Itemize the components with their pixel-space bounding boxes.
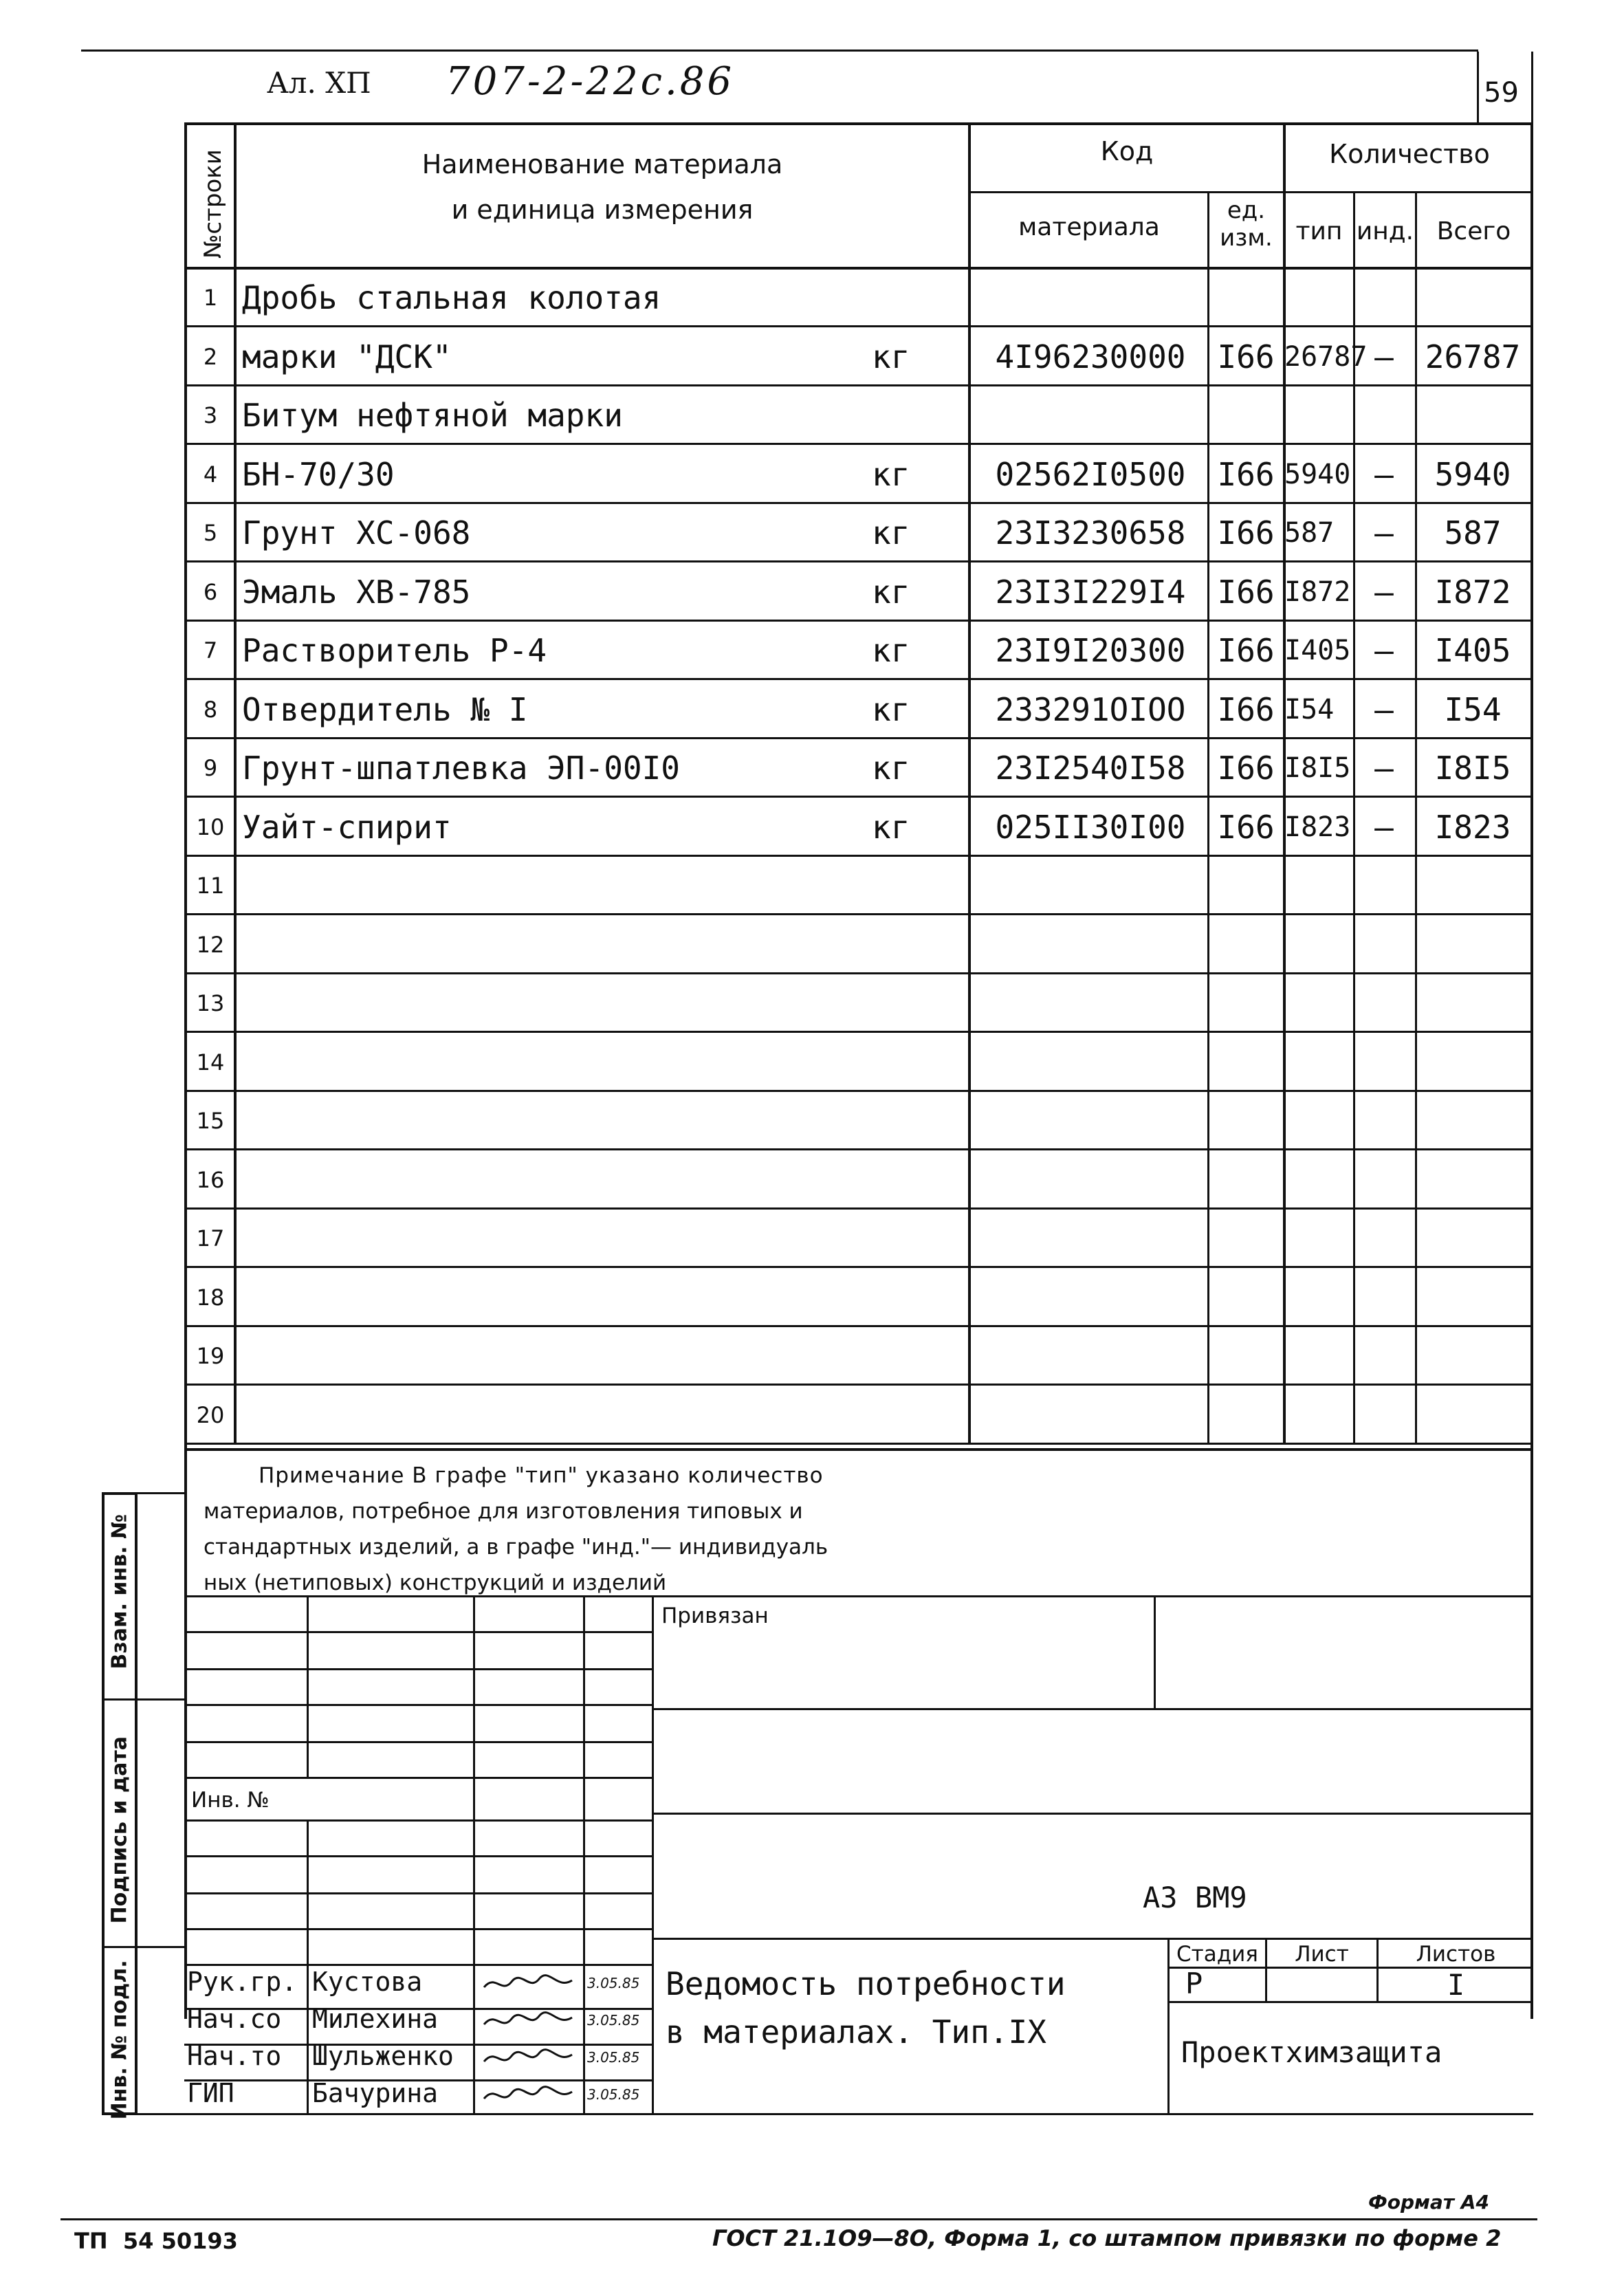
cell-type: [1284, 1386, 1353, 1445]
note-line-2: материалов, потребное для изготовления типовых и: [204, 1499, 803, 1524]
signer-date: 3.05.85: [587, 2049, 640, 2066]
qty-type-header: тип: [1295, 217, 1343, 245]
name-header-line1: Наименование материала: [421, 149, 783, 179]
name-header-line2: и единица измерения: [451, 195, 754, 225]
cell-total: I823: [1434, 808, 1511, 846]
signer-name: Милехина: [312, 2004, 439, 2034]
cell-no: 13: [196, 990, 225, 1016]
table-row: [184, 1091, 1533, 1150]
cell-unit: кг: [872, 338, 910, 375]
cell-type: [1284, 1209, 1353, 1268]
cell-unit-code: I66: [1217, 573, 1275, 611]
cell-code: [975, 1209, 1206, 1268]
cell-total: I872: [1434, 573, 1511, 611]
unit-code-header-l1: ед.: [1227, 197, 1266, 224]
cell-unit-code: [1209, 1209, 1283, 1268]
privyazan-label: Привязан: [661, 1604, 769, 1628]
cell-no: 17: [196, 1225, 225, 1251]
cell-unit-code: I66: [1217, 632, 1275, 669]
cell-type: [1284, 1091, 1353, 1150]
cell-type: I872: [1284, 576, 1351, 608]
document-title-line1: Ведомость потребности: [666, 1965, 1066, 2002]
cell-code: [975, 1326, 1206, 1386]
signer-role: Нач.со: [187, 2004, 282, 2034]
cell-ind: [1353, 1209, 1415, 1268]
cell-ind: [1353, 1150, 1415, 1210]
cell-total: [1415, 1268, 1530, 1327]
signer-name: Шульженко: [312, 2041, 454, 2071]
cell-unit-code: I66: [1217, 514, 1275, 551]
top-border: [81, 50, 1478, 52]
cell-total: 26787: [1425, 338, 1521, 375]
signer-role: Рук.гр.: [187, 1967, 298, 1997]
table-row: [184, 562, 1533, 622]
cell-name: Дробь стальная колотая: [242, 279, 661, 316]
cell-no: 20: [196, 1401, 225, 1428]
cell-no: 6: [203, 578, 218, 605]
cell-unit-code: I66: [1217, 455, 1275, 493]
cell-type: I823: [1284, 811, 1351, 843]
cell-unit: [872, 1091, 961, 1150]
cell-no: 10: [196, 813, 225, 840]
cell-unit-code: [1209, 1150, 1283, 1210]
cell-type: [1284, 856, 1353, 915]
cell-name: [242, 974, 930, 1033]
cell-name: [242, 1033, 930, 1092]
cell-unit-code: [1209, 1091, 1283, 1150]
cell-ind: [1353, 856, 1415, 915]
table-row: [184, 798, 1533, 857]
cell-no: 18: [196, 1284, 225, 1311]
cell-ind: —: [1374, 514, 1394, 551]
table-row: [184, 1326, 1533, 1386]
note-line-4: ных (нетиповых) конструкций и изделий: [204, 1571, 667, 1595]
table-row: [184, 1033, 1533, 1092]
cell-unit: [872, 856, 961, 915]
stage-label: Стадия: [1176, 1942, 1258, 1967]
cell-type: [1284, 1326, 1353, 1386]
cell-total: [1415, 1150, 1530, 1210]
cell-unit: кг: [872, 632, 910, 669]
gost-reference: ГОСТ 21.1О9—8О, Форма 1, со штампом привязки по форме 2: [712, 2225, 1502, 2251]
cell-total: [1415, 386, 1530, 445]
note-line-1: Примечание В графе "тип" указано количество: [259, 1463, 824, 1488]
signature-mark: [481, 1971, 578, 1996]
cell-unit: [872, 1268, 961, 1327]
cell-code: [975, 1386, 1206, 1445]
table-row: [184, 445, 1533, 504]
cell-code: 23I9I20300: [995, 632, 1186, 669]
cell-code: 4I96230000: [995, 338, 1186, 375]
cell-code: 233291OIOO: [995, 690, 1186, 728]
cell-code: [975, 268, 1206, 327]
side-label-podpis: Подпись и дата: [107, 1736, 132, 1924]
cell-type: [1284, 386, 1353, 445]
table-row: [184, 268, 1533, 327]
cell-ind: —: [1374, 808, 1394, 846]
cell-ind: [1353, 1386, 1415, 1445]
cell-type: [1284, 1033, 1353, 1092]
cell-unit-code: I66: [1217, 808, 1275, 846]
cell-unit: кг: [872, 750, 910, 787]
cell-code: [975, 1033, 1206, 1092]
cell-unit: [872, 915, 961, 974]
cell-no: 19: [196, 1343, 225, 1369]
cell-name: [242, 915, 930, 974]
sheets-value: I: [1447, 1968, 1465, 2002]
cell-unit-code: [1209, 915, 1283, 974]
cell-ind: [1353, 915, 1415, 974]
cell-type: I405: [1284, 635, 1351, 666]
cell-unit: кг: [872, 455, 910, 493]
table-row: [184, 386, 1533, 445]
cell-ind: [1353, 1033, 1415, 1092]
table-row: [184, 1209, 1533, 1268]
table-row: [184, 621, 1533, 680]
cell-type: 26787: [1284, 340, 1368, 373]
signer-date: 3.05.85: [587, 2086, 640, 2103]
cell-ind: —: [1374, 632, 1394, 669]
document-title: [666, 1960, 1066, 2056]
cell-ind: [1353, 1091, 1415, 1150]
cell-type: [1284, 268, 1353, 327]
cell-unit-code: [1209, 856, 1283, 915]
cell-total: I8I5: [1434, 750, 1511, 787]
table-row: [184, 1150, 1533, 1210]
cell-no: 9: [203, 755, 218, 781]
table-row: [184, 503, 1533, 562]
cell-name: Эмаль ХВ-785: [242, 573, 471, 611]
cell-total: [1415, 974, 1530, 1033]
cell-unit: [872, 1209, 961, 1268]
cell-code: [975, 1150, 1206, 1210]
row-number-header: №строки: [199, 149, 227, 259]
side-label-vzam: Взам. инв. №: [107, 1513, 132, 1670]
table-body: [184, 268, 1533, 1451]
cell-total: [1415, 1386, 1530, 1445]
cell-name: Отвердитель № I: [242, 690, 528, 728]
cell-ind: [1353, 974, 1415, 1033]
cell-unit-code: [1209, 1386, 1283, 1445]
qty-total-header: Всего: [1436, 217, 1511, 245]
signer-role: ГИП: [187, 2078, 234, 2108]
cell-type: [1284, 1150, 1353, 1210]
tp-code: ТП 54 50193: [74, 2228, 238, 2254]
qty-ind-header: инд.: [1356, 217, 1414, 245]
cell-type: 587: [1284, 517, 1335, 549]
cell-unit-code: [1209, 386, 1283, 445]
cell-total: [1415, 1209, 1530, 1268]
cell-no: 3: [203, 402, 218, 428]
table-row: [184, 1386, 1533, 1445]
cell-unit: [872, 1150, 961, 1210]
cell-ind: [1353, 268, 1415, 327]
cell-type: [1284, 1268, 1353, 1327]
unit-code-header: [1209, 197, 1283, 252]
cell-code: 025II30I00: [995, 808, 1186, 846]
cell-total: [1415, 915, 1530, 974]
signer-role: Нач.то: [187, 2041, 282, 2071]
cell-name: [242, 1386, 930, 1445]
cell-no: 14: [196, 1049, 225, 1075]
unit-code-header-l2: изм.: [1220, 224, 1273, 252]
cell-ind: [1353, 1326, 1415, 1386]
table-row: [184, 1268, 1533, 1327]
note-line-3: стандартных изделий, а в графе "инд."— индивидуаль: [204, 1535, 829, 1560]
cell-name: Битум нефтяной марки: [242, 397, 623, 434]
signature-mark: [481, 2082, 578, 2107]
quantity-header: Количество: [1329, 139, 1490, 169]
stage-value: Р: [1185, 1967, 1203, 2000]
cell-unit: кг: [872, 690, 910, 728]
cell-name: Грунт-шпатлевка ЭП-00I0: [242, 750, 680, 787]
cell-total: I405: [1434, 632, 1511, 669]
cell-code: [975, 856, 1206, 915]
cell-type: I8I5: [1284, 752, 1351, 784]
cell-code: 23I2540I58: [995, 750, 1186, 787]
cell-unit-code: I66: [1217, 338, 1275, 375]
cell-code: 23I3I229I4: [995, 573, 1186, 611]
cell-name: [242, 856, 930, 915]
cell-code: 02562I0500: [995, 455, 1186, 493]
code-material-header: материала: [1018, 213, 1160, 241]
cell-unit: [872, 1033, 961, 1092]
cell-unit-code: [1209, 1268, 1283, 1327]
album-label: Ал. XП: [267, 66, 371, 100]
cell-unit-code: [1209, 268, 1283, 327]
cell-unit-code: I66: [1217, 690, 1275, 728]
cell-no: 7: [203, 637, 218, 664]
cell-unit-code: [1209, 1033, 1283, 1092]
format-label: Формат А4: [1368, 2191, 1489, 2213]
organization: Проектхимзащита: [1181, 2035, 1442, 2069]
cell-unit-code: [1209, 974, 1283, 1033]
cell-code: [975, 1268, 1206, 1327]
cell-ind: —: [1374, 690, 1394, 728]
cell-unit: кг: [872, 514, 910, 551]
cell-name: БН-70/30: [242, 455, 395, 493]
cell-name: Грунт ХС-068: [242, 514, 471, 551]
cell-name: [242, 1091, 930, 1150]
table-row: [184, 974, 1533, 1033]
side-label-inv-podl: Инв. № подл.: [107, 1960, 132, 2120]
cell-code: [975, 386, 1206, 445]
name-header: [237, 142, 968, 232]
cell-name: Растворитель Р-4: [242, 632, 547, 669]
cell-no: 12: [196, 931, 225, 958]
cell-type: 5940: [1284, 458, 1351, 490]
cell-name: [242, 1326, 930, 1386]
signature-mark: [481, 2045, 578, 2070]
table-row: [184, 915, 1533, 974]
cell-code: [975, 1091, 1206, 1150]
table-row: [184, 680, 1533, 739]
cell-total: [1415, 1326, 1530, 1386]
stamp: [184, 1595, 1533, 2115]
signers-block: [184, 1964, 652, 2115]
inv-no-label: Инв. №: [191, 1788, 270, 1813]
cell-unit: [872, 1386, 961, 1445]
cell-name: марки "ДСК": [242, 338, 452, 375]
cell-ind: —: [1374, 573, 1394, 611]
cell-total: 587: [1444, 514, 1502, 551]
cell-no: 4: [203, 461, 218, 488]
cell-unit-code: I66: [1217, 750, 1275, 787]
project-code: 707-2-22с.86: [446, 59, 735, 104]
cell-no: 11: [196, 873, 225, 899]
cell-total: [1415, 856, 1530, 915]
cell-code: [975, 974, 1206, 1033]
cell-no: 16: [196, 1166, 225, 1193]
cell-name: [242, 1268, 930, 1327]
cell-name: [242, 1150, 930, 1210]
document-code: АЗ ВМ9: [1143, 1881, 1247, 1914]
signature-mark: [481, 2008, 578, 2033]
note-text: [204, 1458, 1510, 1601]
table-row: [184, 856, 1533, 915]
cell-ind: —: [1374, 455, 1394, 493]
signer-date: 3.05.85: [587, 2012, 640, 2029]
table-row: [184, 739, 1533, 798]
cell-no: 8: [203, 696, 218, 723]
cell-name: [242, 1209, 930, 1268]
code-header: Код: [1100, 136, 1154, 166]
cell-ind: —: [1374, 750, 1394, 787]
cell-no: 15: [196, 1108, 225, 1134]
cell-no: 1: [203, 285, 218, 311]
cell-total: [1415, 268, 1530, 327]
cell-type: I54: [1284, 693, 1335, 725]
table-row: [184, 327, 1533, 386]
cell-unit: кг: [872, 808, 910, 846]
cell-unit-code: [1209, 1326, 1283, 1386]
page-number: 59: [1484, 77, 1519, 109]
cell-no: 5: [203, 520, 218, 546]
sheet-label: Лист: [1295, 1942, 1349, 1967]
cell-unit: [872, 268, 961, 327]
cell-unit: кг: [872, 573, 910, 611]
signer-name: Кустова: [312, 1967, 423, 1997]
cell-total: [1415, 1091, 1530, 1150]
cell-unit: [872, 386, 961, 445]
cell-type: [1284, 974, 1353, 1033]
cell-name: Уайт-спирит: [242, 808, 452, 846]
materials-table: [184, 122, 1533, 1450]
cell-code: [975, 915, 1206, 974]
cell-total: 5940: [1434, 455, 1511, 493]
cell-ind: [1353, 386, 1415, 445]
cell-unit: [872, 974, 961, 1033]
cell-total: I54: [1444, 690, 1502, 728]
cell-type: [1284, 915, 1353, 974]
cell-no: 2: [203, 343, 218, 370]
cell-total: [1415, 1033, 1530, 1092]
document-title-line2: в материалах. Тип.IX: [666, 2013, 1046, 2051]
cell-ind: —: [1374, 338, 1394, 375]
cell-unit: [872, 1326, 961, 1386]
cell-code: 23I3230658: [995, 514, 1186, 551]
signer-date: 3.05.85: [587, 1975, 640, 1991]
sheets-label: Листов: [1416, 1942, 1496, 1967]
cell-ind: [1353, 1268, 1415, 1327]
signer-name: Бачурина: [312, 2078, 439, 2108]
